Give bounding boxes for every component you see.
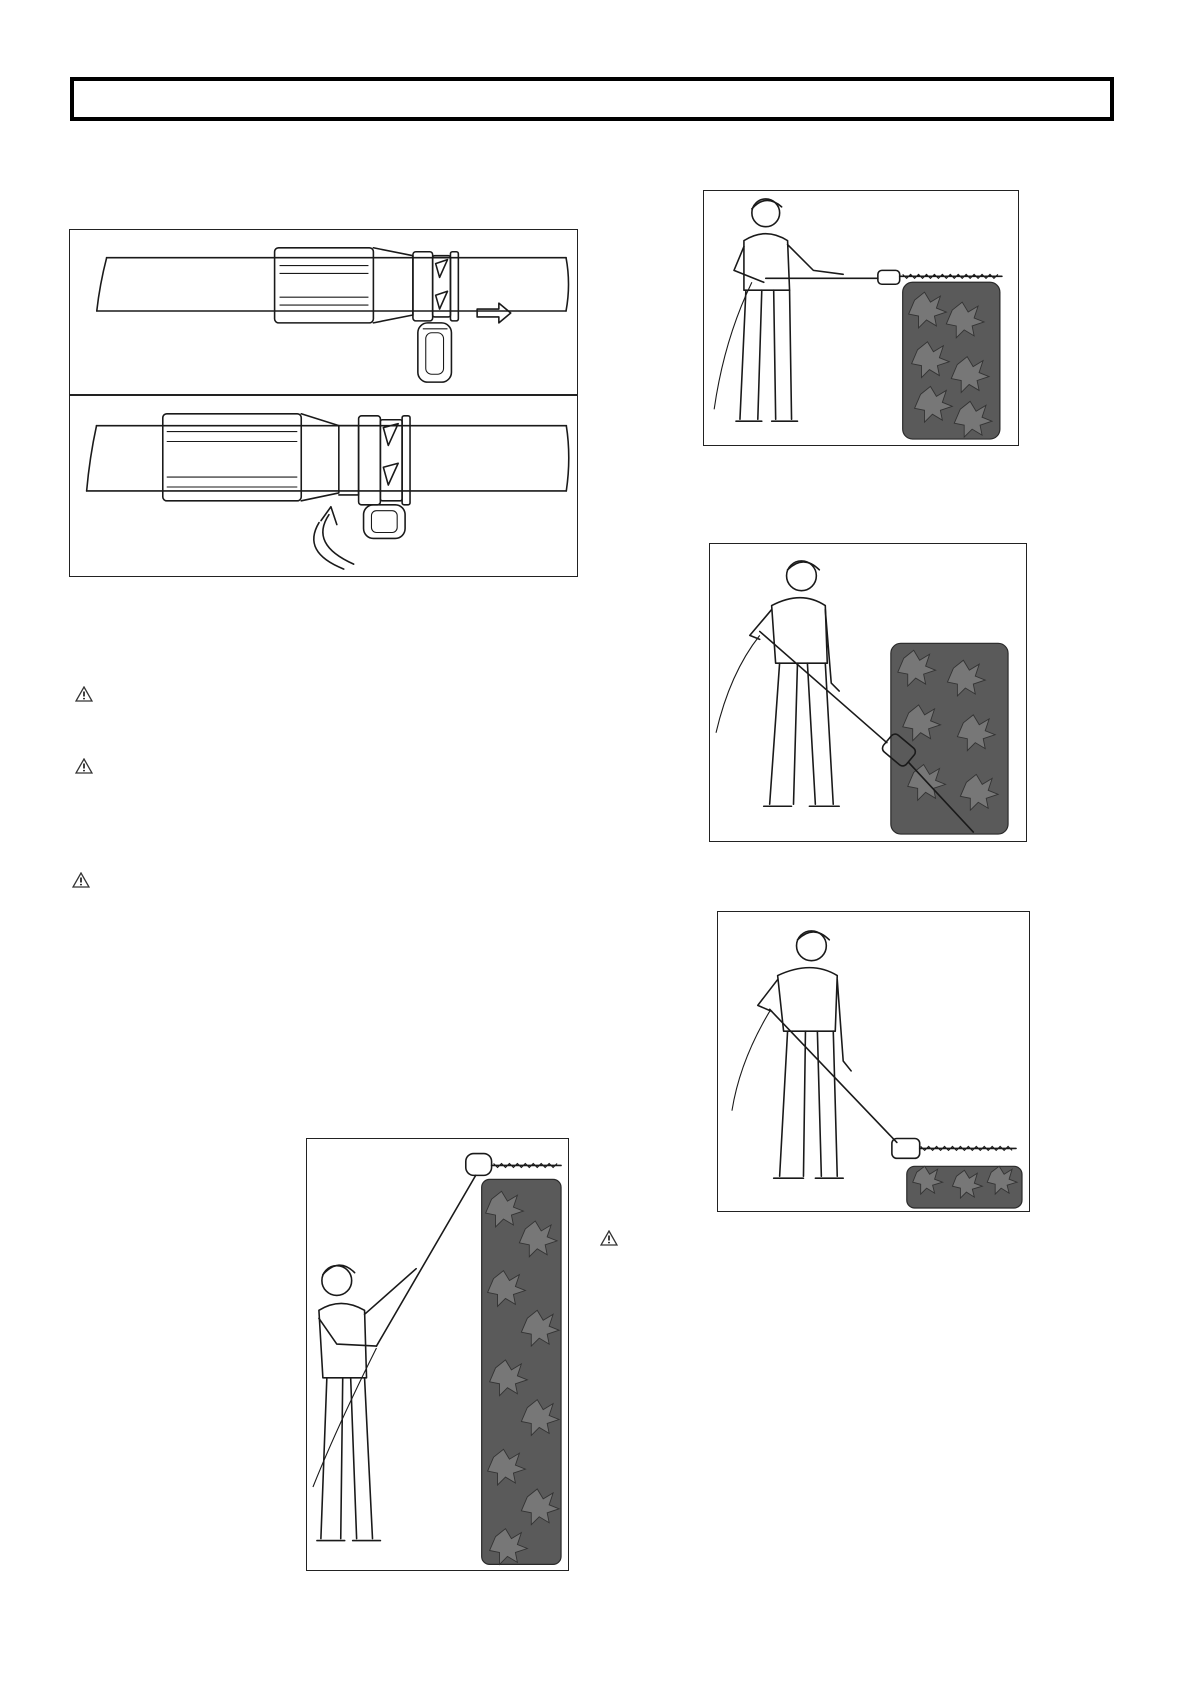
low-hedge-drawing [718, 912, 1029, 1211]
figure-trimming-hedge-side-angled [709, 543, 1027, 842]
figure-pole-coupling-unlocked [69, 229, 578, 395]
warning-triangle-icon [75, 758, 93, 774]
pole-coupling-unlocked-drawing [70, 230, 577, 394]
hedge-top-horizontal-drawing [704, 191, 1018, 445]
figure-trimming-low-hedge [717, 911, 1030, 1212]
warning-triangle-icon [75, 686, 93, 702]
warning-triangle-icon [72, 872, 90, 888]
hedge-side-angled-drawing [710, 544, 1026, 841]
figure-trimming-hedge-top-horizontal [703, 190, 1019, 446]
warning-triangle-icon [600, 1230, 618, 1246]
section-title-bar [70, 77, 1114, 121]
figure-trimming-tall-hedge-overhead [306, 1138, 569, 1571]
curved-arrow-icon [314, 507, 354, 569]
pole-coupling-locked-drawing [70, 396, 577, 576]
arrow-right-icon [477, 303, 511, 323]
tall-hedge-overhead-drawing [307, 1139, 568, 1570]
figure-pole-coupling-locked [69, 395, 578, 577]
